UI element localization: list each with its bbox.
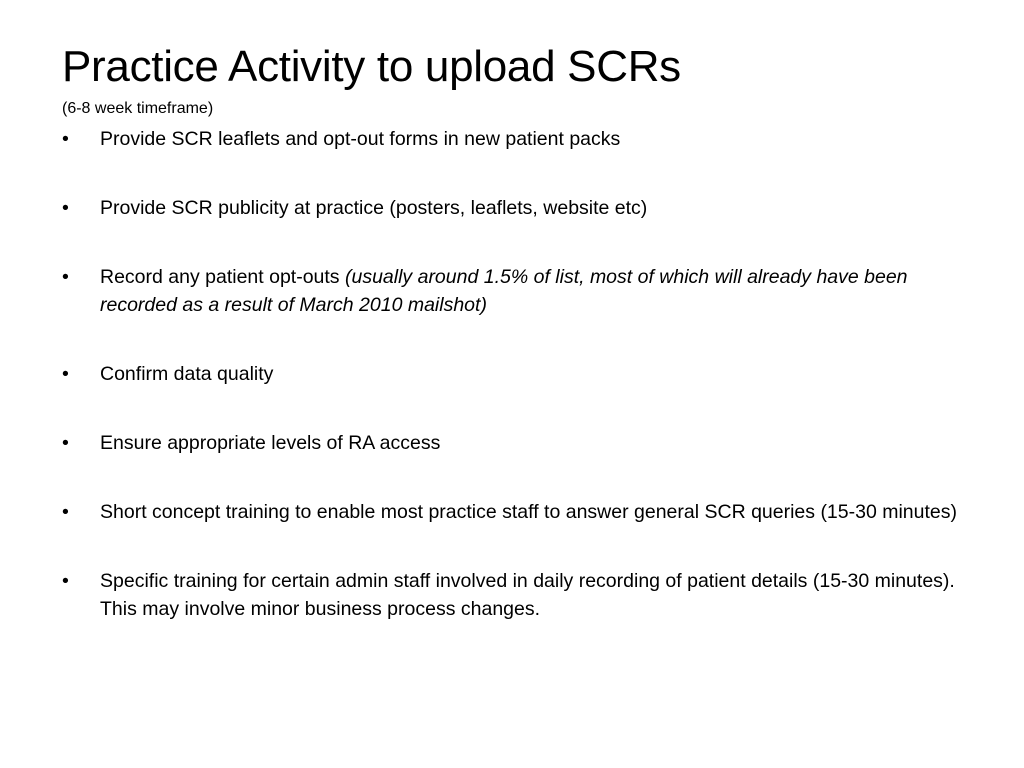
bullet-icon: • <box>62 363 69 385</box>
bullet-text: Provide SCR leaflets and opt-out forms in new patient packs <box>100 128 621 150</box>
bullet-text: Provide SCR publicity at practice (posters, leaflets, website etc) <box>100 197 648 219</box>
bullet-item <box>62 263 962 319</box>
bullet-item <box>62 567 962 623</box>
bullet-text: Confirm data quality <box>100 363 274 385</box>
bullet-item <box>62 125 962 153</box>
bullet-icon: • <box>62 570 69 592</box>
bullet-icon: • <box>62 128 69 150</box>
bullet-icon: • <box>62 432 69 454</box>
slide-subtitle: (6-8 week timeframe) <box>62 100 214 117</box>
bullet-icon: • <box>62 266 69 288</box>
bullet-item <box>62 194 962 222</box>
bullet-text: Specific training for certain admin staff involved in daily recording of patient details (15-30 minutes). This may involve minor business process changes. <box>100 570 955 620</box>
bullet-text: Record any patient opt-outs <box>100 266 345 288</box>
bullet-text: Short concept training to enable most practice staff to answer general SCR queries (15-30 minutes) <box>100 501 958 523</box>
bullet-note: (usually around 1.5% of list, most of which will already have been recorded as a result of March 2010 mailshot) <box>100 266 908 316</box>
bullet-list <box>62 125 962 664</box>
slide-title: Practice Activity to upload SCRs <box>62 42 681 91</box>
bullet-icon: • <box>62 197 69 219</box>
bullet-item <box>62 360 962 388</box>
bullet-text: Ensure appropriate levels of RA access <box>100 432 441 454</box>
bullet-item <box>62 429 962 457</box>
bullet-item <box>62 498 962 526</box>
bullet-icon: • <box>62 501 69 523</box>
